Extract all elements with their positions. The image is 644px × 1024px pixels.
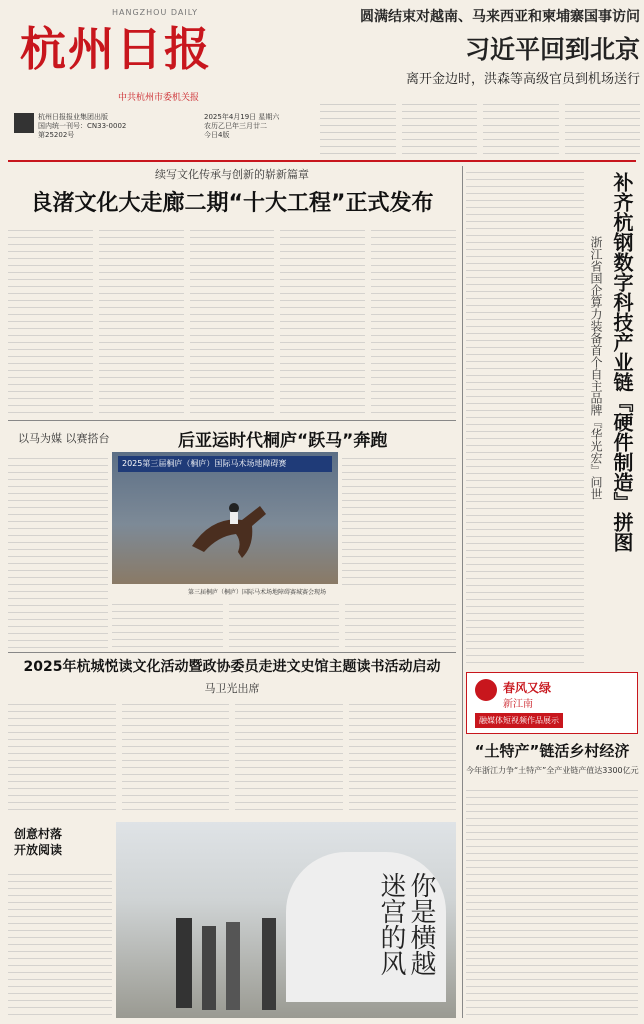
person-figure — [176, 918, 192, 1008]
lead-story-kicker: 续写文化传承与创新的崭新篇章 — [155, 168, 309, 181]
promo-label2: 新江南 — [503, 699, 533, 710]
culture-story-byline: 马卫光出席 — [204, 682, 260, 695]
masthead-logo: 杭州日报 — [20, 22, 212, 76]
top-news — [320, 6, 640, 87]
sports-photo-banner: 2025第三届桐庐（桐庐）国际马术场地障碍赛 — [118, 456, 332, 472]
person-figure — [262, 918, 276, 1010]
issue-publisher: 杭州日报报业集团出版 — [38, 113, 108, 121]
masthead-rule — [8, 160, 636, 162]
sports-photo — [112, 452, 338, 584]
lead-story-headline: 良渚文化大走廊二期“十大工程”正式发布 — [30, 191, 434, 216]
local-story-subhead: 今年浙江力争“土特产”全产业链产值达3300亿元 — [466, 766, 639, 775]
village-story-body — [8, 868, 112, 1018]
sports-story-body-2 — [112, 598, 456, 650]
lead-story — [8, 166, 456, 217]
masthead-name-en: HANGZHOU DAILY — [112, 8, 198, 17]
issue-lunar-date: 农历乙巳年三月廿二 — [204, 122, 267, 130]
issue-date: 2025年4月19日 星期六 — [204, 113, 280, 121]
sports-story-headline: 后亚运时代桐庐“跃马”奔跑 — [178, 431, 388, 451]
issue-page-count: 今日4版 — [204, 131, 230, 139]
sports-story-body — [8, 452, 108, 650]
right-story-title: 补齐杭钢数字科技产业链『硬件制造』拼图 — [610, 172, 634, 552]
promo-box[interactable] — [466, 672, 638, 734]
sports-photo-caption: 第三届桐庐（桐庐）国际马术场地障碍赛城赛会现场 — [188, 589, 327, 596]
masthead — [20, 8, 212, 108]
divider — [8, 652, 456, 653]
issue-cn-number: 国内统一刊号：CN33-0002 — [38, 122, 127, 130]
top-news-subhead: 离开金边时，洪森等高级官员到机场送行 — [405, 72, 640, 87]
local-story-body — [466, 784, 638, 1018]
culture-story-body — [8, 698, 456, 816]
promo-tag: 融媒体短视频作品展示 — [475, 713, 563, 728]
promo-label1: 春风又绿 — [503, 681, 552, 695]
village-story-title — [8, 822, 112, 862]
culture-story — [8, 656, 456, 696]
right-story-body — [466, 166, 584, 666]
top-news-kicker: 圆满结束对越南、马来西亚和柬埔寨国事访问 — [360, 9, 640, 25]
local-story-headline: “土特产”链活乡村经济 — [474, 742, 630, 760]
horse-rider-icon — [182, 486, 272, 566]
sports-story-kicker: 以马为媒 以赛搭台 — [18, 432, 110, 445]
village-title-line2: 开放阅读 — [14, 843, 63, 857]
top-news-headline: 习近平回到北京 — [464, 35, 640, 64]
person-figure — [202, 926, 216, 1010]
village-story — [8, 822, 112, 1018]
promo-logo-icon — [475, 679, 497, 701]
wall-calligraphy: 你是横越迷宫的风 — [376, 872, 436, 976]
lead-story-body — [8, 224, 456, 414]
masthead-publisher: 中共杭州市委机关报 — [118, 93, 200, 103]
local-story — [466, 740, 638, 776]
sports-story-body-3 — [342, 452, 456, 588]
culture-story-headline: 2025年杭城悦读文化活动暨政协委员走进文史馆主题读书活动启动 — [23, 659, 441, 675]
right-story-subtitle: 浙江省国企算力装备首个自主品牌『华光宏』问世 — [589, 236, 603, 500]
divider — [8, 420, 456, 421]
village-title-line1: 创意村落 — [14, 827, 63, 841]
village-photo — [116, 822, 456, 1018]
qr-code-icon — [14, 113, 34, 133]
issue-info — [14, 113, 314, 149]
person-figure — [226, 922, 240, 1010]
issue-number: 第25202号 — [38, 131, 75, 139]
column-divider — [462, 166, 463, 1018]
top-news-body — [320, 98, 640, 158]
